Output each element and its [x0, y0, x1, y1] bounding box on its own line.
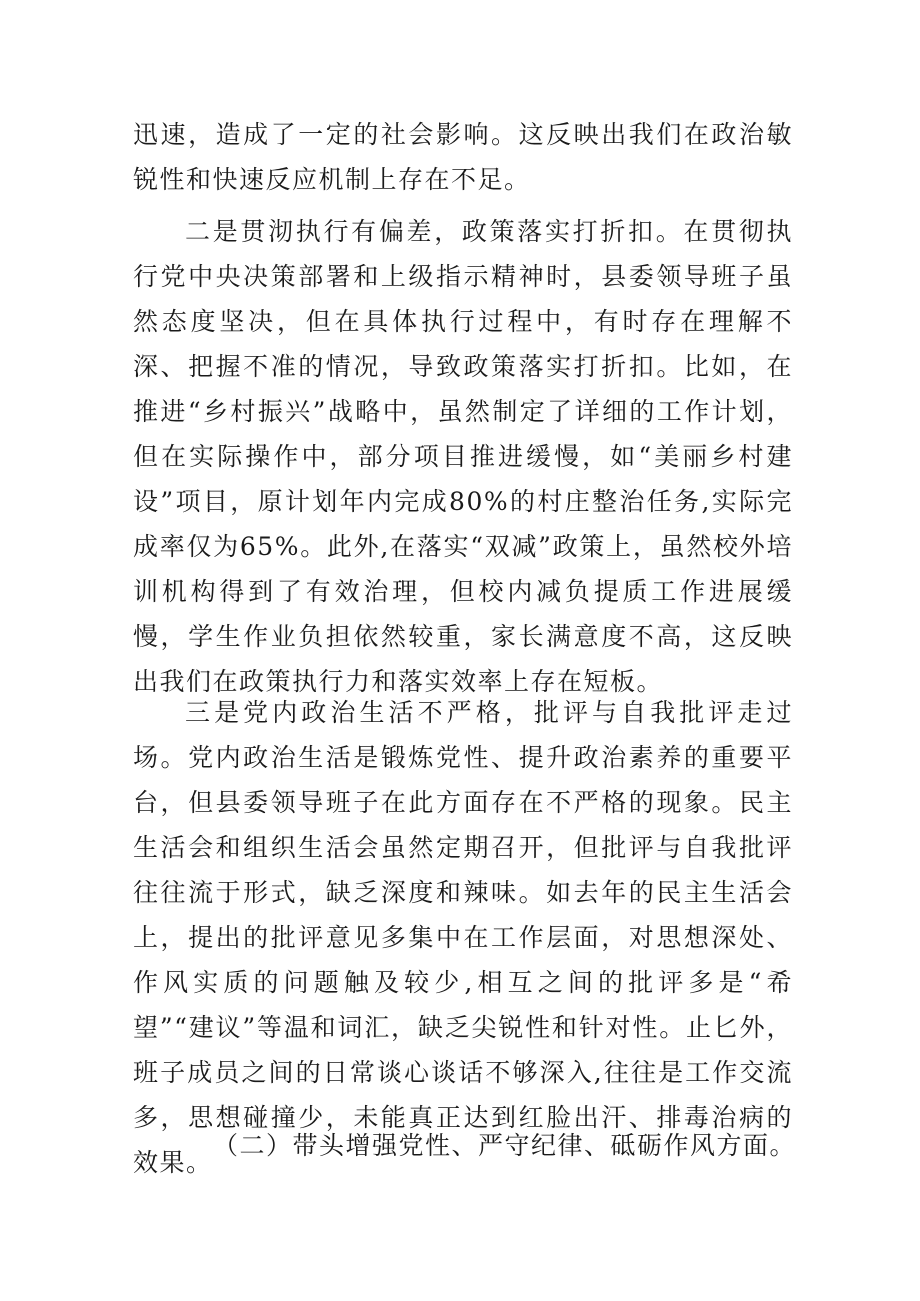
- paragraph-party-life: 三是党内政治生活不严格，批评与自我批评走过场。党内政治生活是锻炼党性、提升政治素养的重要平台，但县委领导班子在此方面存在不严格的现象。民主生活会和组织生活会虽然定期召开，但批评与自我批评往往流于形式，缺乏深度和辣味。如去年的民主生活会上，提出的批评意见多集中在工作层面，对思想深处、作风实质的问题触及较少,相互之间的批评多是“希望”“建议”等温和词汇，缺乏尖锐性和针对性。止匕外，班子成员之间的日常谈心谈话不够深入,往往是工作交流多，思想碰撞少，未能真正达到红脸出汗、排毒治病的效果。: [133, 698, 793, 1177]
- paragraph-policy-execution: 二是贯沏执行有偏差，政策落实打折扣。在贯彻执行党中央决策部署和上级指示精神时，县委领导班子虽然态度坚决，但在具体执行过程中，有时存在理解不深、把握不准的情况，导致政策落实打折扣。比如，在推进“乡村振兴”战略中，虽然制定了详细的工作计划，但在实际操作中，部分项目推进缓慢，如“美丽乡村建设”项目，原计划年内完成80%的村庄整治任务,实际完成率仅为65%。此外,在落实“双减”政策上，虽然校外培训机构得到了有效治理，但校内减负提质工作进展缓慢，学生作业负担依然较重，家长满意度不高，这反映出我们在政策执行力和落实效率上存在短板。: [133, 217, 793, 696]
- section-heading: （二）带头增强党性、严守纪律、砥砺作风方面。: [213, 1131, 797, 1160]
- paragraph-continuation: 迅速，造成了一定的社会影响。这反映出我们在政治敏锐性和快速反应机制上存在不足。: [133, 120, 793, 194]
